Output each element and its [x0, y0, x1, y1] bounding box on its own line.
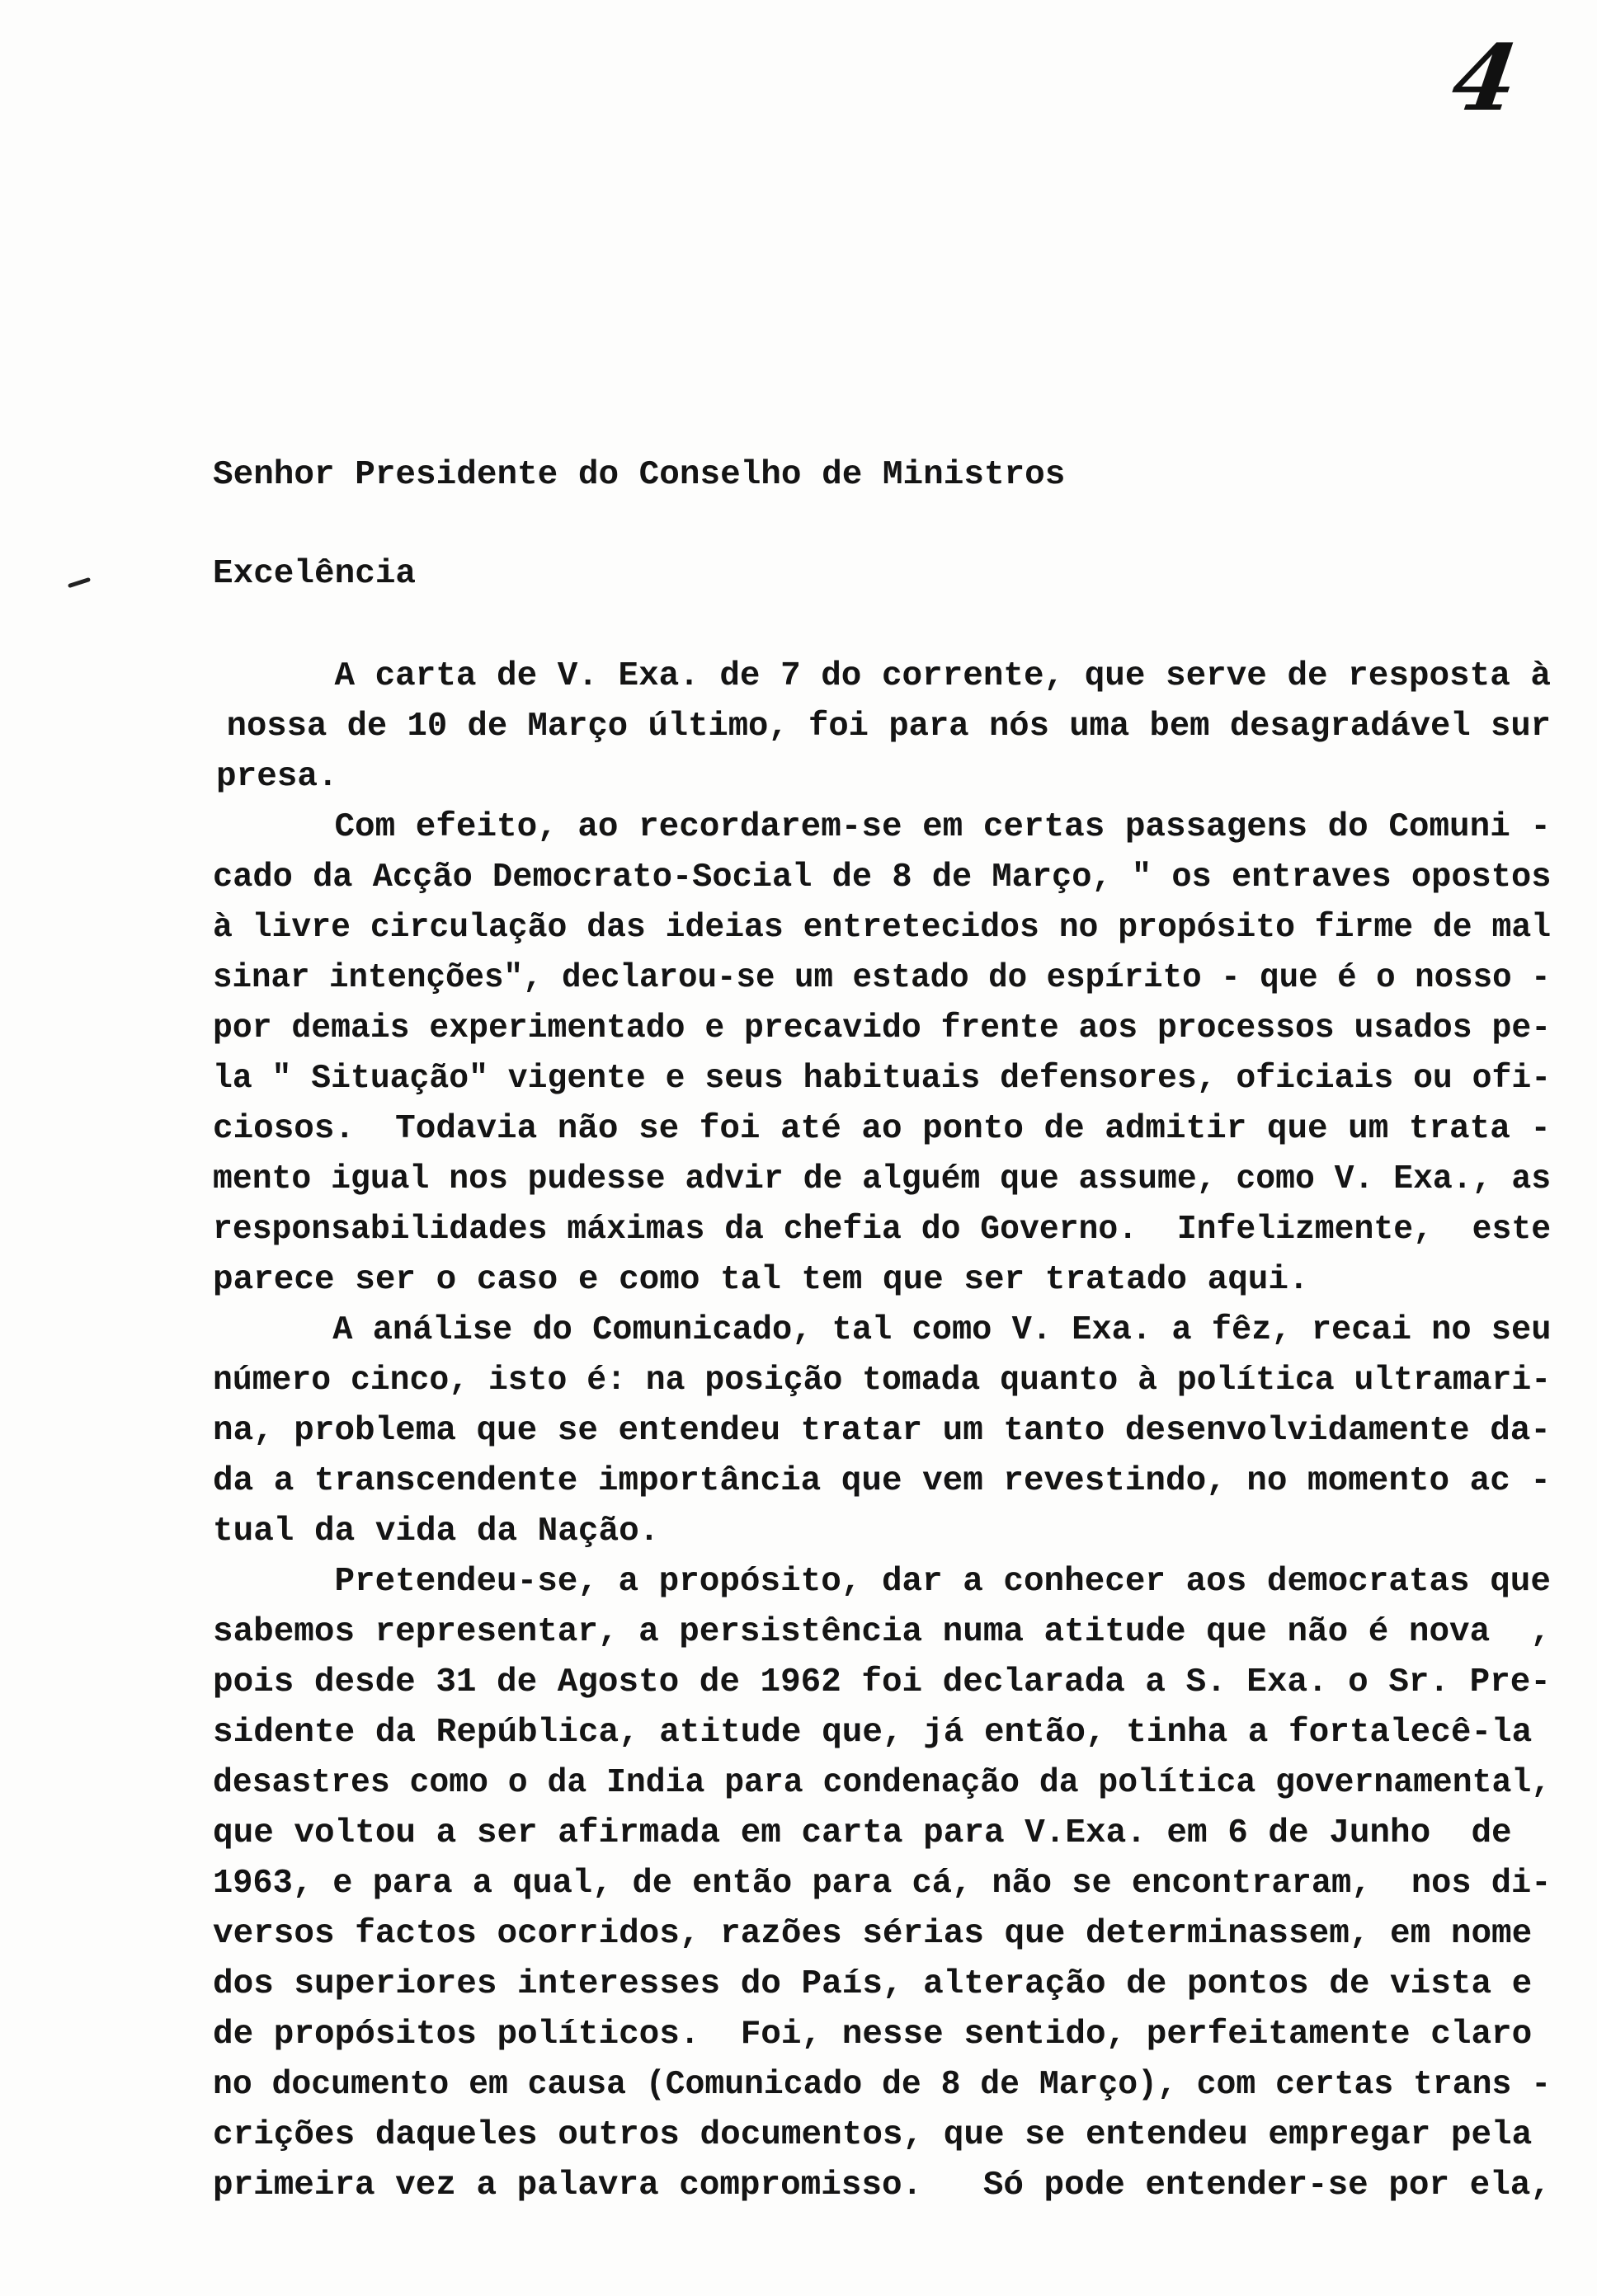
salutation-line: Excelência — [213, 555, 417, 593]
letter-line: primeira vez a palavra compromisso. Só pode entender-se por ela, — [213, 2167, 1551, 2204]
letter-line: sabemos representar, a persistência numa atitude que não é nova , — [213, 1613, 1551, 1651]
letter-line: sidente da República, atitude que, já então, tinha a fortalecê-la — [213, 1714, 1533, 1752]
letter-line: presa. — [216, 758, 338, 796]
letter-line: dos superiores interesses do País, alteração de pontos de vista e — [213, 1965, 1533, 2003]
letter-line: mento igual nos pudesse advir de alguém que assume, como V. Exa., as — [213, 1160, 1552, 1198]
letter-line: A análise do Comunicado, tal como V. Exa. a fêz, recai no seu — [213, 1311, 1552, 1349]
addressee-line: Senhor Presidente do Conselho de Ministros — [213, 456, 1066, 494]
letter-line: da a transcendente importância que vem revestindo, no momento ac - — [213, 1462, 1551, 1500]
letter-line: nossa de 10 de Março último, foi para nós uma bem desagradável sur — [186, 708, 1552, 746]
letter-line: que voltou a ser afirmada em carta para V.Exa. em 6 de Junho de — [213, 1814, 1512, 1852]
letter-line: ciosos. Todavia não se foi até ao ponto de admitir que um trata - — [213, 1110, 1551, 1148]
margin-mark — [68, 577, 91, 588]
letter-line: por demais experimentado e precavido frente aos processos usados pe- — [213, 1009, 1552, 1047]
letter-line: na, problema que se entendeu tratar um tanto desenvolvidamente da- — [213, 1412, 1551, 1450]
letter-line: crições daqueles outros documentos, que se entendeu empregar pela — [213, 2116, 1533, 2154]
letter-line: pois desde 31 de Agosto de 1962 foi declarada a S. Exa. o Sr. Pre- — [213, 1663, 1551, 1701]
letter-line: cado da Acção Democrato-Social de 8 de Março, " os entraves opostos — [213, 859, 1552, 896]
letter-line: parece ser o caso e como tal tem que ser tratado aqui. — [213, 1261, 1309, 1299]
letter-line: tual da vida da Nação. — [213, 1513, 660, 1550]
letter-line: de propósitos políticos. Foi, nesse sentido, perfeitamente claro — [213, 2016, 1533, 2054]
letter-line: à livre circulação das ideias entretecidos no propósito firme de mal — [213, 909, 1552, 947]
letter-line: 1963, e para a qual, de então para cá, não se encontraram, nos di- — [213, 1865, 1552, 1903]
letter-line: Com efeito, ao recordarem-se em certas passagens do Comuni - — [213, 808, 1551, 846]
letter-line: versos factos ocorridos, razões sérias que determinassem, em nome — [213, 1915, 1533, 1953]
letter-line: sinar intenções", declarou-se um estado do espírito - que é o nosso - — [213, 959, 1551, 997]
letter-line: desastres como o da India para condenação da política governamental, — [213, 1764, 1552, 1802]
letter-line: A carta de V. Exa. de 7 do corrente, que serve de resposta à — [213, 657, 1551, 695]
letter-line: Pretendeu-se, a propósito, dar a conhecer aos democratas que — [213, 1563, 1551, 1601]
letter-line: número cinco, isto é: na posição tomada quanto à política ultramari- — [213, 1362, 1552, 1400]
letter-line: no documento em causa (Comunicado de 8 de Março), com certas trans - — [213, 2066, 1552, 2104]
page-number: 4 — [1446, 25, 1510, 131]
letter-line: responsabilidades máximas da chefia do Governo. Infelizmente, este — [213, 1211, 1552, 1249]
letter-line: la " Situação" vigente e seus habituais defensores, oficiais ou ofi- — [213, 1060, 1552, 1098]
